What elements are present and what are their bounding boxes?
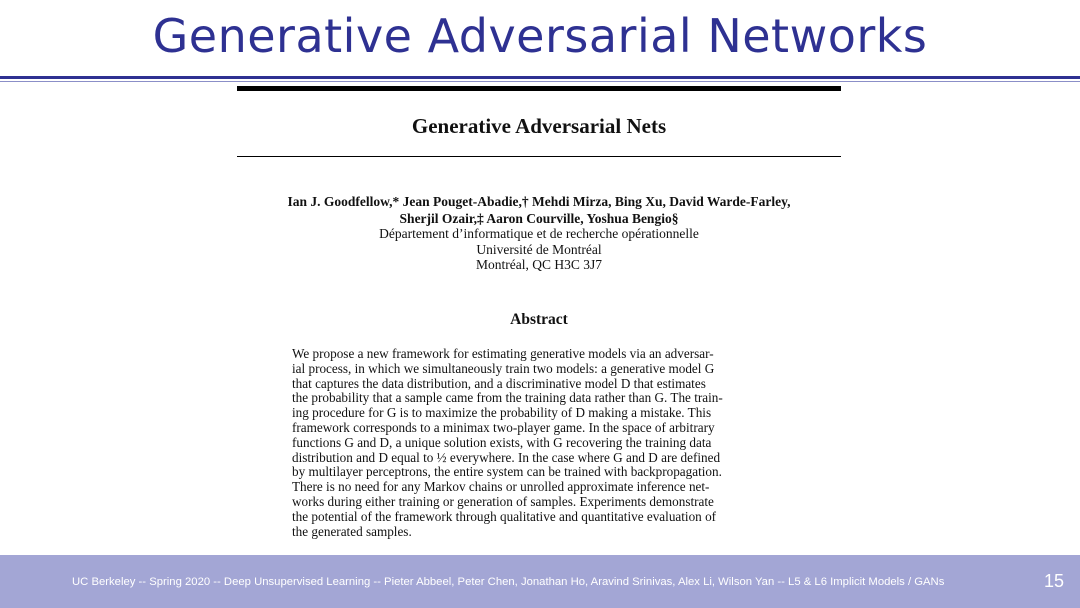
paper-top-rule	[237, 86, 841, 91]
affiliation-line: Montréal, QC H3C 3J7	[476, 257, 602, 272]
paper-title: Generative Adversarial Nets	[411, 114, 667, 138]
abstract-line: functions G and D, a unique solution exists, with G recovering the training data	[292, 434, 712, 450]
abstract-line: distribution and D equal to ½ everywhere. In the case where G and D are defined	[292, 449, 721, 465]
abstract-heading: Abstract	[510, 311, 568, 328]
affiliation-line: Université de Montréal	[476, 241, 602, 257]
abstract-line: works during either training or generation of samples. Experiments demonstrate	[292, 493, 714, 509]
paper-affiliation	[237, 226, 841, 273]
slide-title: Generative Adversarial Networks	[152, 9, 928, 63]
paper-excerpt	[237, 86, 841, 552]
title-underline	[0, 76, 1080, 79]
abstract-line: We propose a new framework for estimating generative models via an adversar-	[292, 346, 714, 361]
paper-authors	[237, 193, 841, 227]
slide-footer	[0, 555, 1080, 608]
abstract-line: that captures the data distribution, and a discriminative model D that estimates	[292, 375, 706, 391]
abstract-line: by multilayer perceptrons, the entire system can be trained with backpropagation.	[292, 464, 722, 480]
authors-line-2: Sherjil Ozair,‡ Aaron Courville, Yoshua Bengio§	[399, 211, 679, 226]
paper-title-rule	[237, 156, 841, 157]
abstract-line: framework corresponds to a minimax two-player game. In the space of arbitrary	[292, 419, 715, 435]
page-number: 15	[1043, 571, 1064, 591]
abstract-line: the generated samples.	[292, 523, 412, 539]
footer-text: UC Berkeley -- Spring 2020 -- Deep Unsupervised Learning -- Pieter Abbeel, Peter Chen, Jonathan Ho, Aravind Srinivas, Alex Li, Wilson Yan -- L5 & L6 Implicit Models / GANs	[72, 576, 945, 588]
abstract-body	[292, 347, 786, 539]
affiliation-line: Département d’informatique et de recherche opérationnelle	[379, 226, 699, 241]
abstract-line: the potential of the framework through qualitative and quantitative evaluation of	[292, 508, 717, 524]
abstract-line: ing procedure for G is to maximize the probability of D making a mistake. This	[292, 405, 712, 421]
abstract-line: There is no need for any Markov chains or unrolled approximate inference net-	[292, 479, 710, 495]
authors-line-1: Ian J. Goodfellow,* Jean Pouget-Abadie,† Mehdi Mirza, Bing Xu, David Warde-Farley,	[287, 194, 791, 209]
title-underline-thin	[0, 81, 1080, 82]
abstract-line: the probability that a sample came from the training data rather than G. The train-	[292, 390, 723, 406]
abstract-line: ial process, in which we simultaneously train two models: a generative model G	[292, 360, 715, 376]
